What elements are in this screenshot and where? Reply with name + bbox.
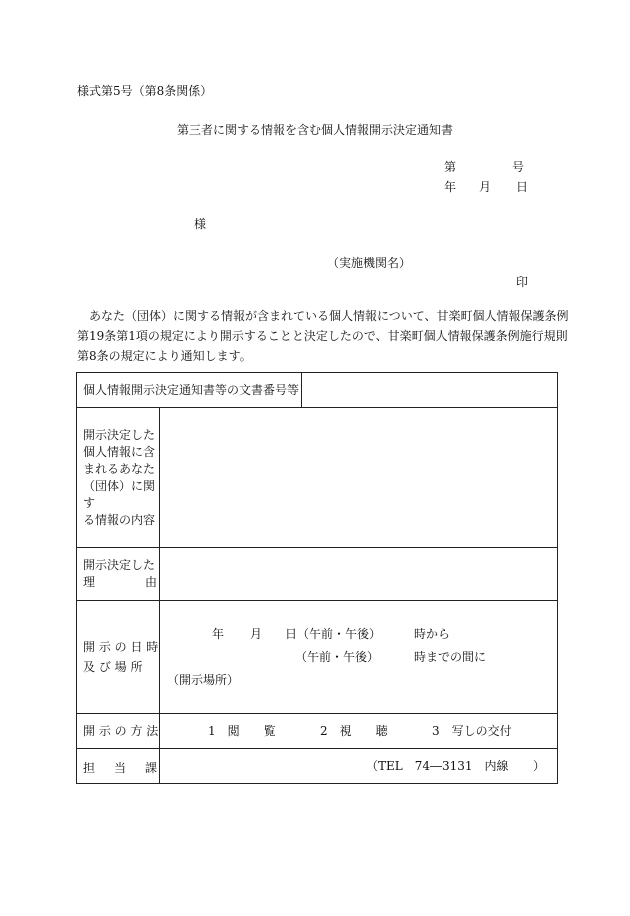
dept-label-char-1: 担: [83, 761, 96, 775]
method-option-view[interactable]: 1 閲 覧: [208, 724, 276, 738]
datetime-row: [77, 601, 558, 714]
dept-label-char-3: 課: [145, 761, 158, 775]
content-row: [77, 408, 558, 548]
doc-number-label: 個人情報開示決定通知書等の文書番号等: [77, 373, 302, 408]
content-label-line-2: 個人情報に含: [83, 444, 156, 459]
method-row: [77, 714, 558, 749]
dt-year: 年: [212, 627, 225, 641]
body-text-line-1: あなた（団体）に関する情報が含まれている個人情報について、甘楽町個人情報保護条例: [77, 309, 569, 323]
dt-day-ampm: 日（午前・午後）: [285, 627, 382, 641]
reason-row: [77, 548, 558, 601]
document-number-suffix: 号: [512, 160, 525, 174]
department-field[interactable]: [160, 749, 558, 784]
body-text-line-3: 第8条の規定により通知します。: [77, 349, 252, 363]
document-title: 第三者に関する情報を含む個人情報開示決定通知書: [176, 123, 453, 137]
date-year-label: 年: [444, 180, 457, 194]
reason-field[interactable]: [160, 548, 558, 601]
dept-label-char-2: 当: [114, 761, 127, 775]
content-label-line-3: まれるあなた: [83, 461, 156, 476]
method-option-listen[interactable]: 2 視 聴: [320, 724, 388, 738]
reason-label-line-1: 開示決定した: [83, 558, 156, 572]
date-day-label: 日: [516, 180, 529, 194]
agency-name-label: （実施機関名）: [327, 256, 412, 270]
disclosure-info-table: [76, 372, 558, 784]
datetime-field[interactable]: [160, 601, 558, 714]
dt-month: 月: [250, 627, 263, 641]
reason-label-char-2: 由: [145, 575, 158, 589]
dt-ampm-2: （午前・午後）: [295, 650, 380, 664]
doc-number-row: [77, 373, 558, 408]
content-label-line-1: 開示決定した: [83, 427, 156, 442]
addressee-honorific: 様: [194, 217, 207, 231]
datetime-label: [77, 601, 160, 714]
datetime-label-line-1: 開 示 の 日 時: [83, 640, 159, 654]
datetime-label-line-2: 及 び 場 所: [83, 660, 143, 674]
reason-label-char-1: 理: [83, 575, 96, 589]
dt-until: 時までの間に: [414, 650, 487, 664]
method-option-copy[interactable]: 3 写しの交付: [432, 724, 512, 738]
dt-place: （開示場所）: [167, 673, 240, 687]
doc-number-field[interactable]: [302, 373, 558, 408]
content-field[interactable]: [160, 408, 558, 548]
content-label: [77, 408, 160, 548]
department-label: [77, 749, 160, 784]
department-row: [77, 749, 558, 784]
dept-tel: （TEL 74―3131 内線: [366, 759, 509, 773]
date-month-label: 月: [479, 180, 492, 194]
content-label-line-4: （団体）に関す: [83, 478, 156, 510]
method-label: 開 示 の 方 法: [77, 714, 160, 749]
method-field: [160, 714, 558, 749]
dept-tel-close: ）: [533, 759, 546, 773]
form-number: 様式第5号（第8条関係）: [77, 84, 213, 98]
document-number-label: 第: [444, 160, 457, 174]
reason-label: [77, 548, 160, 601]
dt-from: 時から: [414, 627, 451, 641]
content-label-line-5: る情報の内容: [83, 512, 156, 527]
body-text-line-2: 第19条第1項の規定により開示することと決定したので、甘楽町個人情報保護条例施行規則: [77, 329, 568, 343]
seal-mark: 印: [516, 275, 529, 289]
